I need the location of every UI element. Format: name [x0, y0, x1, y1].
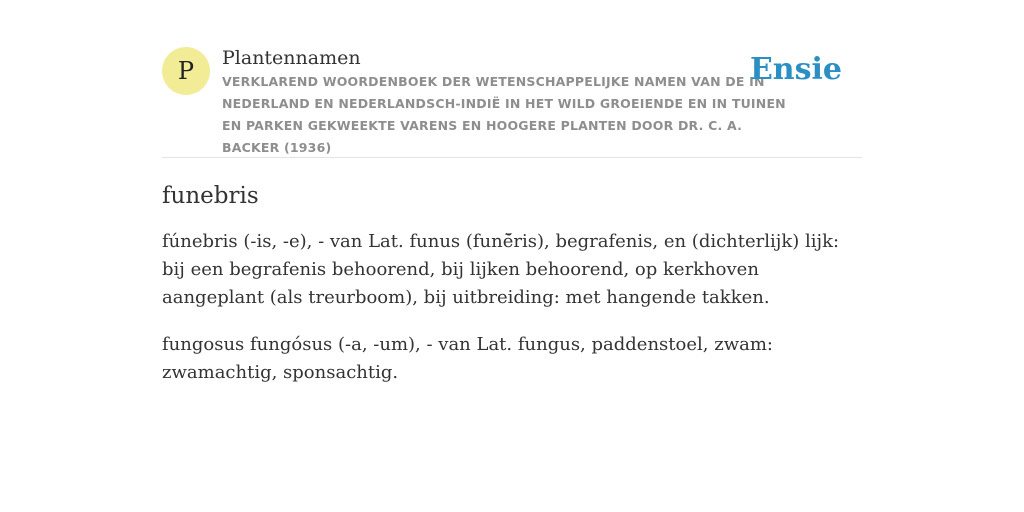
dictionary-subtitle: VERKLAREND WOORDENBOEK DER WETENSCHAPPELIJKE NAMEN VAN DE IN NEDERLAND EN NEDERLANDSCH-INDIË IN HET WILD GROEIENDE EN IN TUINEN EN PARKEN GEKWEEKTE VARENS EN HOOGERE PLANTEN DOOR DR. C. A. BACKER (1936) — [222, 74, 786, 155]
dictionary-header — [162, 44, 862, 158]
ensie-logo-link[interactable]: Ensie — [749, 52, 842, 87]
entry-content — [162, 180, 862, 406]
page-title: funebris — [162, 183, 259, 209]
dictionary-avatar[interactable]: P — [162, 47, 210, 95]
entry-paragraph: fúnebris (-is, -e), - van Lat. funus (funē̆ris), begrafenis, en (dichterlijk) lijk: bij een begrafenis behoorend, bij lijken behoorend, op kerkhoven aangeplant (als treurboom), bij uitbreiding: met hangende takken. — [162, 231, 840, 308]
entry-paragraph: fungosus fungósus (-a, -um), - van Lat. fungus, paddenstoel, zwam: zwamachtig, sponsachtig. — [162, 334, 773, 383]
dictionary-title[interactable]: Plantennamen — [222, 47, 361, 69]
